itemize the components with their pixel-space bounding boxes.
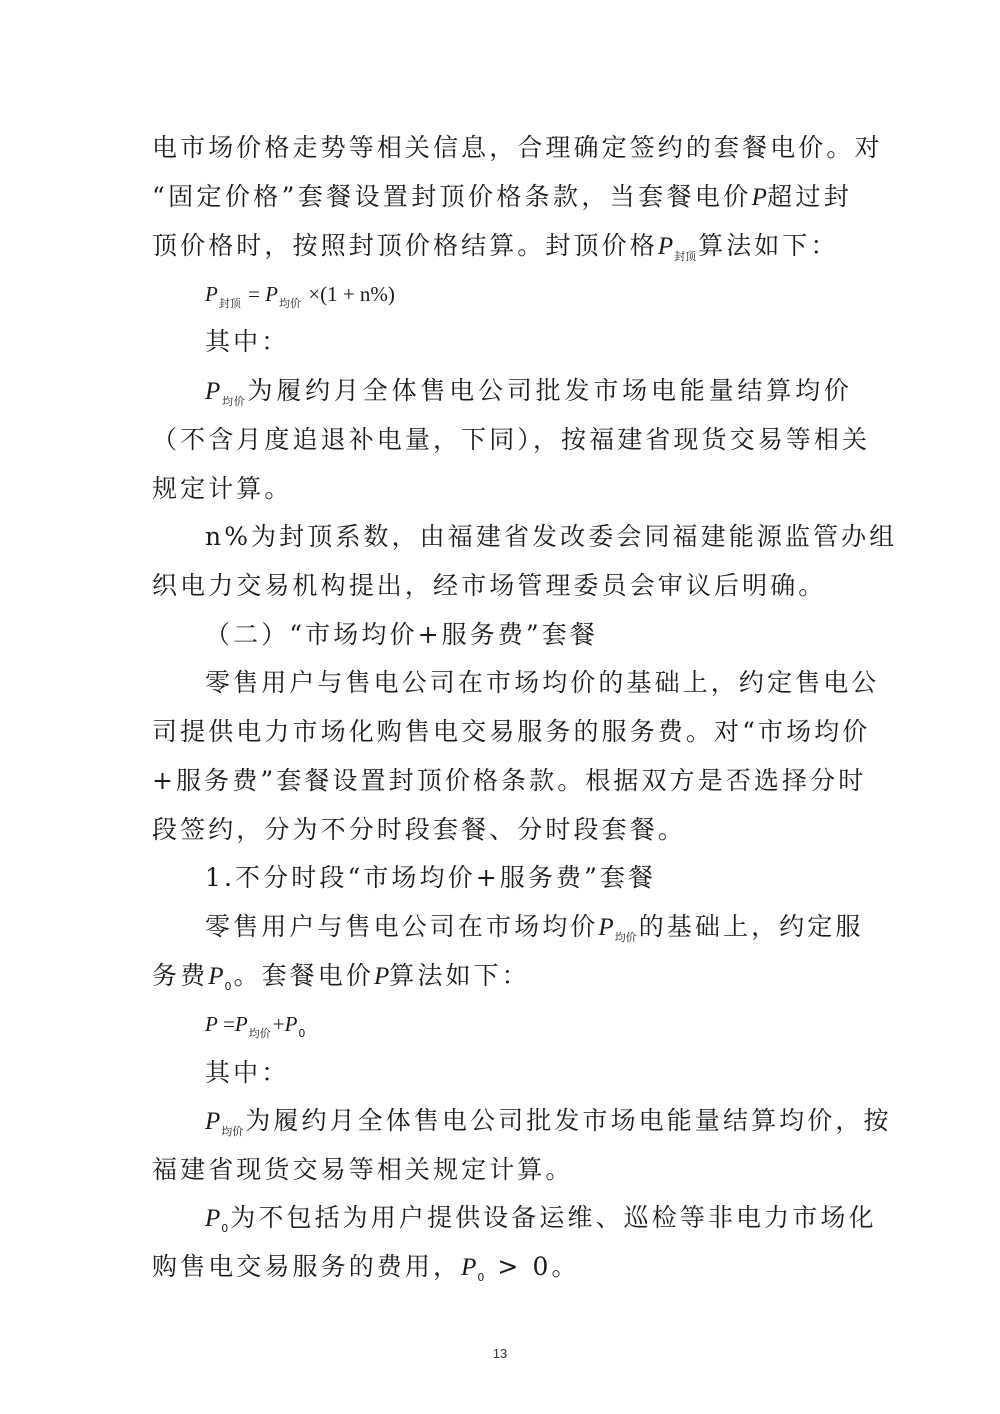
section-heading: （二）“市场均价+服务费”套餐 <box>205 620 599 649</box>
paragraph-line: 织电力交易机构提出，经市场管理委员会审议后明确。 <box>152 571 827 600</box>
paragraph-line: 福建省现货交易等相关规定计算。 <box>152 1155 574 1184</box>
paragraph-line: n%为封顶系数，由福建省发改委会同福建能源监管办组 <box>205 522 898 551</box>
paragraph-line: “固定价格”套餐设置封顶价格条款，当套餐电价P超过封 <box>152 182 852 211</box>
paragraph-line: （不含月度追退补电量，下同），按福建省现货交易等相关 <box>152 425 871 454</box>
paragraph-line: 顶价格时，按照封顶价格结算。封顶价格$P_{封顶}$算法如下： <box>152 231 839 263</box>
paragraph-line: 零售用户与售电公司在市场均价$P_{均价}$的基础上，约定服 <box>205 912 864 944</box>
page-number: 13 <box>492 1346 508 1361</box>
paragraph-line: 司提供电力市场化购售电交易服务的服务费。对“市场均价 <box>152 717 871 746</box>
paragraph-line: 零售用户与售电公司在市场均价的基础上，约定售电公 <box>205 668 880 697</box>
formula-cap-price: $P_{封顶} = P_{均价} \times(1 + n\%)$ <box>205 282 395 310</box>
paragraph-line: 购售电交易服务的费用，$P_0 > 0$。 <box>152 1252 580 1284</box>
paragraph-line: $P_0$为不包括为用户提供设备运维、巡检等非电力市场化 <box>205 1203 877 1235</box>
paragraph-line: 电市场价格走势等相关信息，合理确定签约的套餐电价。对 <box>152 133 883 162</box>
paragraph-line: $P_{均价}$为履约月全体售电公司批发市场电能量结算均价 <box>205 376 852 408</box>
label-qizhong: 其中： <box>205 1058 290 1087</box>
subsection-heading: 1.不分时段“市场均价+服务费”套餐 <box>205 863 657 892</box>
paragraph-line: $P_{均价}$为履约月全体售电公司批发市场电能量结算均价，按 <box>205 1106 892 1138</box>
paragraph-line: 规定计算。 <box>152 474 293 503</box>
paragraph-line: +服务费”套餐设置封顶价格条款。根据双方是否选择分时 <box>152 766 867 795</box>
label-qizhong: 其中： <box>205 327 290 356</box>
paragraph-line: 务费$P_0$。套餐电价P算法如下： <box>152 961 530 993</box>
paragraph-line: 段签约，分为不分时段套餐、分时段套餐。 <box>152 815 686 844</box>
formula-package-price: $P =P_{均价}+P_0$ <box>205 1012 306 1040</box>
